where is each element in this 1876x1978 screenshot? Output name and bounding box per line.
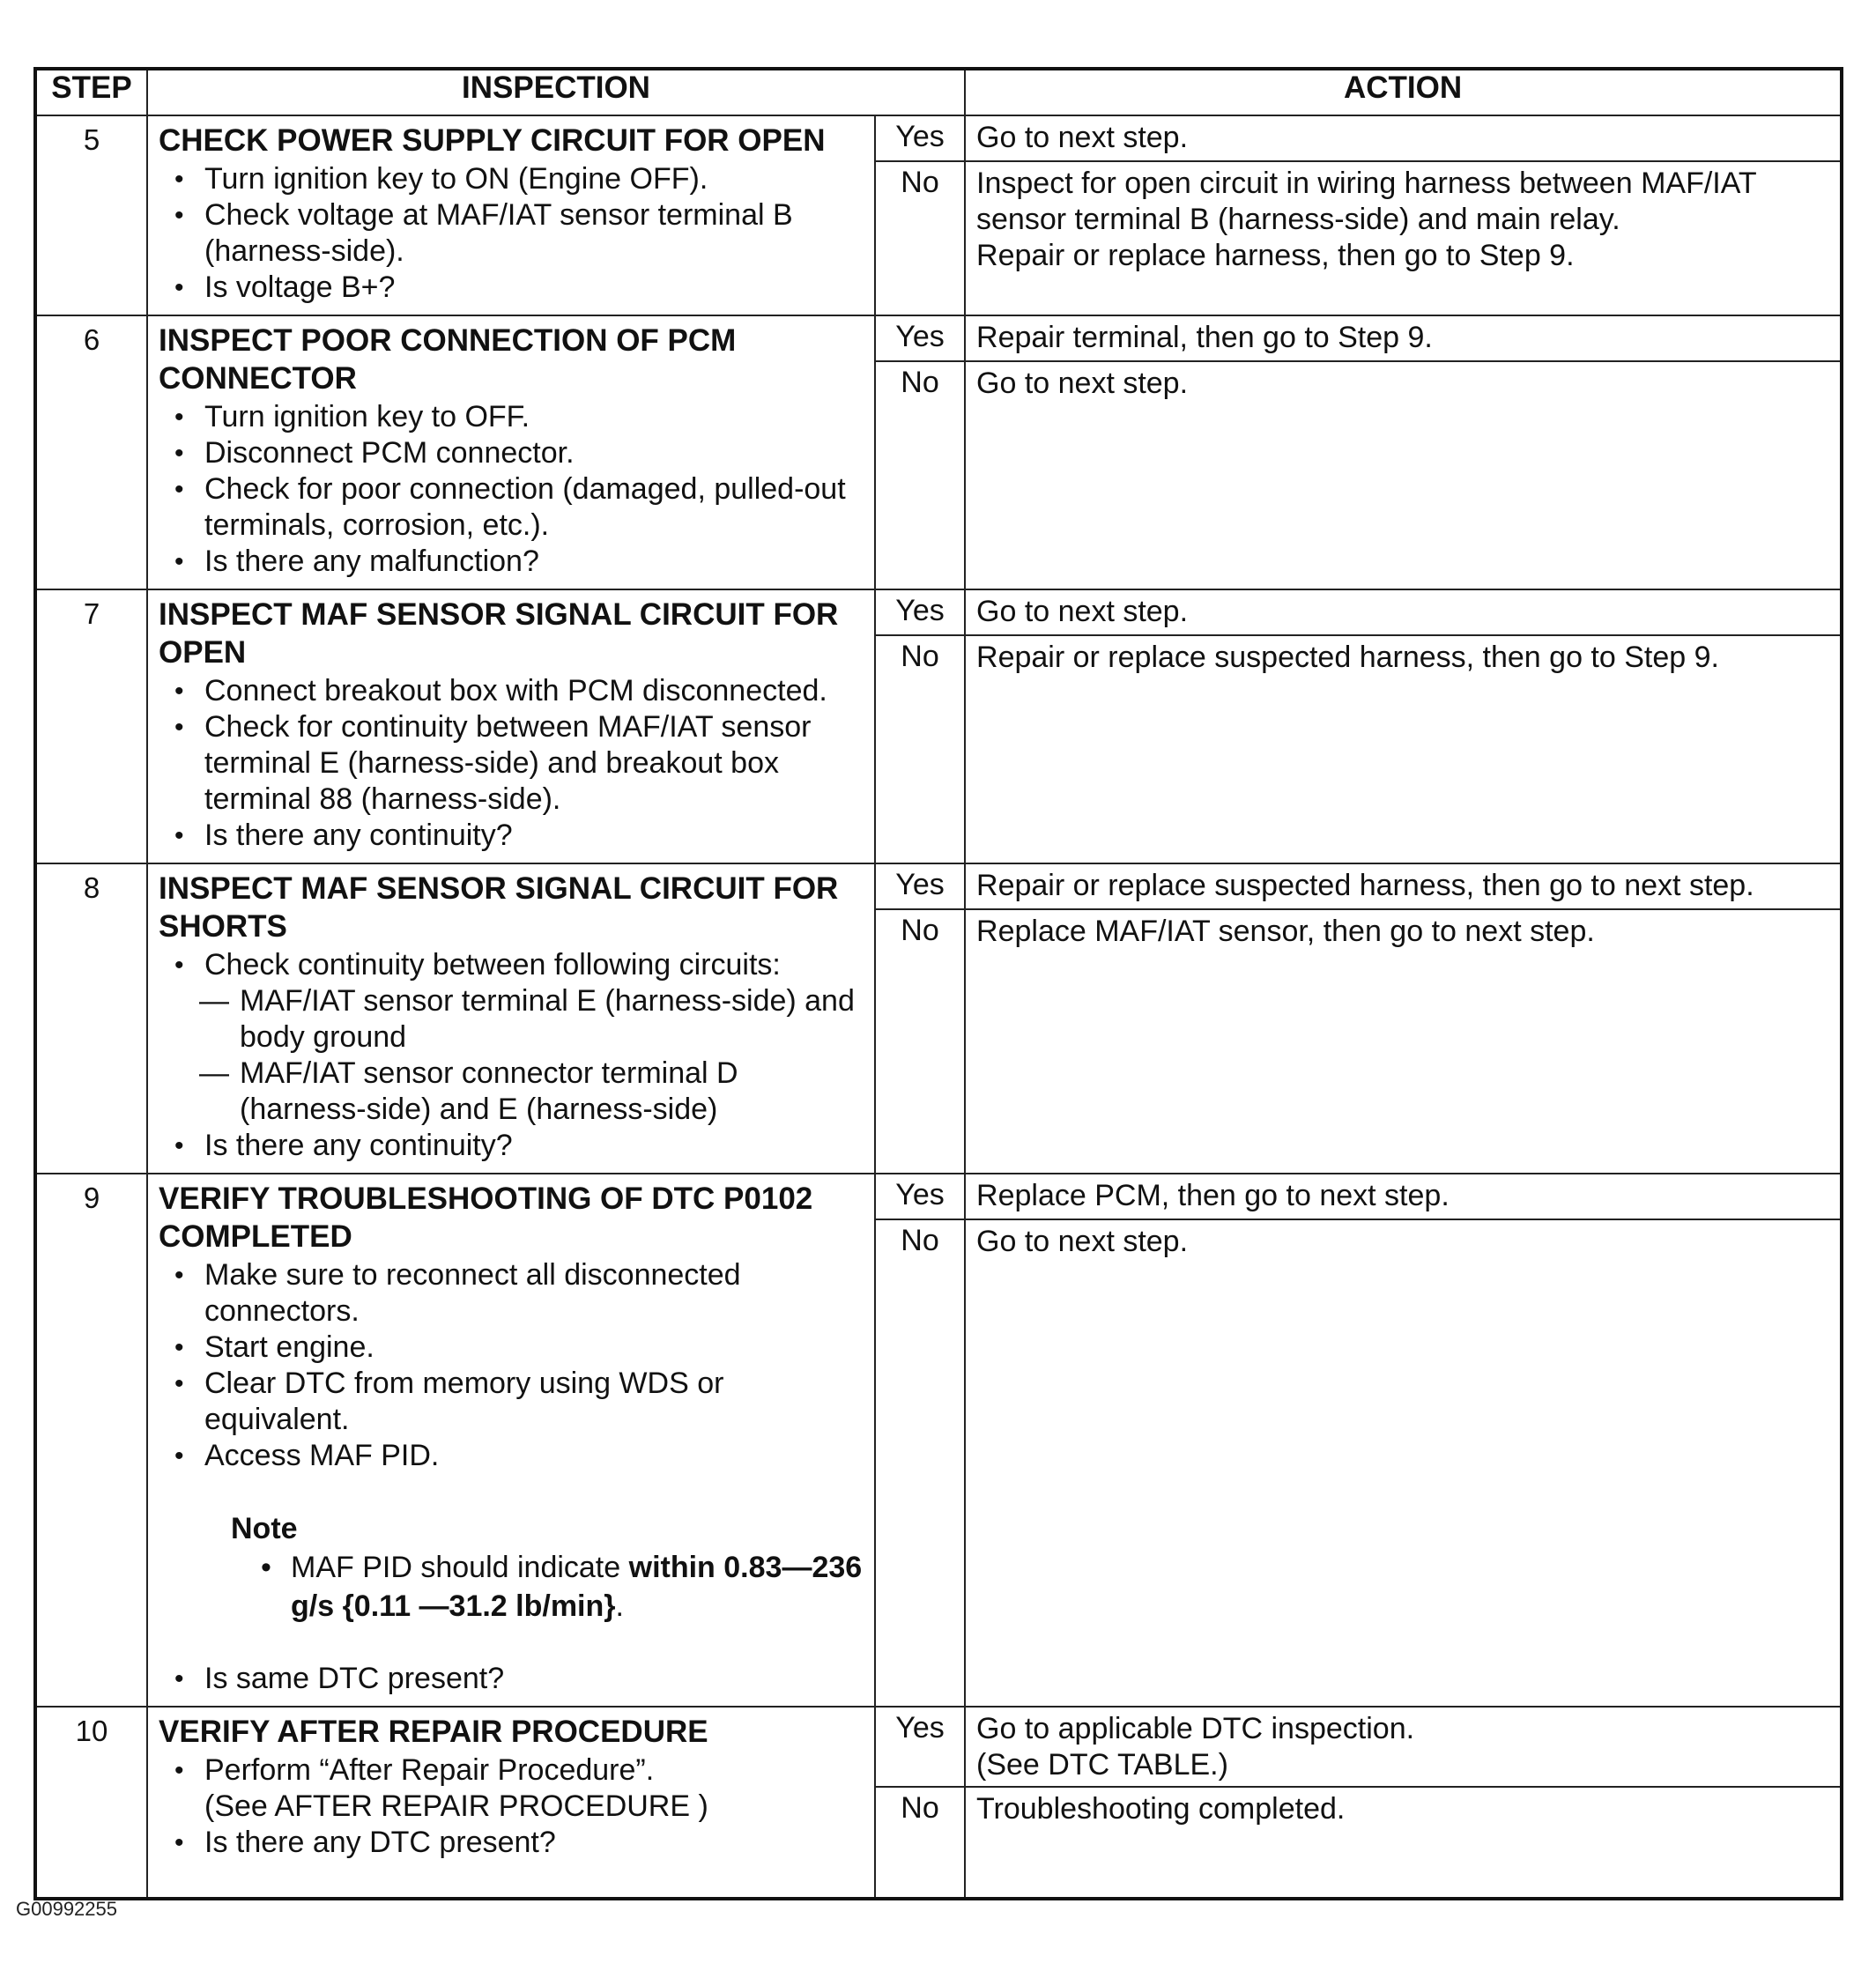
- note-text: MAF PID should indicate: [291, 1551, 629, 1584]
- note-block: [159, 1509, 865, 1626]
- inspection-bullets: [159, 1752, 865, 1861]
- bullet-item: • Check for poor connection (damaged, pulled-out terminals, corrosion, etc.).: [159, 471, 865, 544]
- inspection-cell: [147, 115, 875, 315]
- note-spec-value: within 0.83—236 g/s {0.11 —31.2 lb/min}: [291, 1551, 863, 1623]
- bullet-item: • Is voltage B+?: [159, 270, 865, 306]
- yes-no-cell: [875, 589, 965, 863]
- no-action: Replace MAF/IAT sensor, then go to next step.: [976, 915, 1595, 948]
- bullet-text: Check continuity between following circuits:: [204, 948, 781, 982]
- bullet-item: [159, 947, 865, 1128]
- table-row-step-6: [35, 315, 1842, 589]
- inspection-cell: [147, 1707, 875, 1899]
- yes-label: Yes: [876, 1174, 964, 1220]
- table-row-step-10: [35, 1707, 1842, 1899]
- bullet-item: • Make sure to reconnect all disconnected connectors.: [159, 1257, 865, 1330]
- note-bullets: [159, 1548, 865, 1626]
- yes-action: Repair terminal, then go to Step 9.: [966, 316, 1840, 362]
- inspection-title: VERIFY TROUBLESHOOTING OF DTC P0102 COMPLETED: [159, 1182, 813, 1254]
- no-action-line: Inspect for open circuit in wiring harness between MAF/IAT sensor terminal B (harness-side) and main relay.: [976, 167, 1757, 236]
- bullet-item: • Is there any continuity?: [159, 1128, 865, 1164]
- yes-label: Yes: [876, 864, 964, 910]
- dash-item: [199, 1056, 865, 1128]
- bullet-item: • Connect breakout box with PCM disconnected.: [159, 673, 865, 709]
- yes-no-cell: [875, 1707, 965, 1899]
- inspection-bullets: [159, 161, 865, 306]
- inspection-bullets: [159, 673, 865, 854]
- no-action: [966, 162, 1840, 274]
- header-step: STEP: [35, 69, 147, 115]
- step-number: 9: [35, 1174, 147, 1707]
- table-header-row: [35, 69, 1842, 115]
- dash-mark: —: [199, 984, 229, 1018]
- inspection-bullets: [159, 399, 865, 580]
- bullet-item: [159, 1752, 865, 1825]
- bullet-item: • Start engine.: [159, 1330, 865, 1366]
- step-number: 10: [35, 1707, 147, 1899]
- bullet-item: • Clear DTC from memory using WDS or equivalent.: [159, 1366, 865, 1438]
- inspection-cell: [147, 315, 875, 589]
- bullet-item: • Is there any continuity?: [159, 818, 865, 854]
- action-cell: [965, 863, 1842, 1174]
- no-label: No: [901, 1224, 939, 1257]
- dash-item: [199, 983, 865, 1056]
- no-label: No: [901, 640, 939, 673]
- inspection-title: CHECK POWER SUPPLY CIRCUIT FOR OPEN: [159, 123, 826, 158]
- yes-label: Yes: [876, 1708, 964, 1788]
- yes-label: Yes: [876, 116, 964, 162]
- bullet-item: • Turn ignition key to OFF.: [159, 399, 865, 435]
- yes-no-cell: [875, 315, 965, 589]
- yes-no-cell: [875, 1174, 965, 1707]
- bullet-item: • Check for continuity between MAF/IAT sensor terminal E (harness-side) and breakout box terminal 88 (harness-side).: [159, 709, 865, 818]
- inspection-title: INSPECT MAF SENSOR SIGNAL CIRCUIT FOR SHORTS: [159, 871, 839, 944]
- bullet-text: (See AFTER REPAIR PROCEDURE ): [204, 1789, 708, 1823]
- no-action: Troubleshooting completed.: [976, 1792, 1346, 1826]
- inspection-bullets: [159, 1257, 865, 1474]
- step-number: 5: [35, 115, 147, 315]
- yes-action: Repair or replace suspected harness, then go to next step.: [966, 864, 1840, 910]
- bullet-item: • Access MAF PID.: [159, 1438, 865, 1474]
- no-label: No: [901, 166, 939, 199]
- yes-label: Yes: [876, 590, 964, 636]
- bullet-item: • Turn ignition key to ON (Engine OFF).: [159, 161, 865, 197]
- dash-text: MAF/IAT sensor terminal E (harness-side) and body ground: [240, 984, 855, 1054]
- yes-action: Replace PCM, then go to next step.: [966, 1174, 1840, 1220]
- no-action-line: Repair or replace harness, then go to Step 9.: [976, 239, 1575, 272]
- inspection-title: INSPECT MAF SENSOR SIGNAL CIRCUIT FOR OPEN: [159, 597, 839, 670]
- bullet-item: • Is there any DTC present?: [159, 1825, 865, 1861]
- inspection-cell: [147, 863, 875, 1174]
- step-number: 6: [35, 315, 147, 589]
- header-action: ACTION: [965, 69, 1842, 115]
- inspection-cell: [147, 1174, 875, 1707]
- yes-no-cell: [875, 115, 965, 315]
- dash-mark: —: [199, 1056, 229, 1090]
- table-row-step-9: [35, 1174, 1842, 1707]
- bullet-item: • Check voltage at MAF/IAT sensor terminal B (harness-side).: [159, 197, 865, 270]
- inspection-title: VERIFY AFTER REPAIR PROCEDURE: [159, 1715, 708, 1749]
- no-action: Go to next step.: [976, 1225, 1189, 1258]
- table-row-step-8: [35, 863, 1842, 1174]
- yes-action: Go to next step.: [966, 116, 1840, 162]
- no-action: Repair or replace suspected harness, then go to Step 9.: [976, 641, 1719, 674]
- action-cell: [965, 315, 1842, 589]
- inspection-cell: [147, 589, 875, 863]
- bullet-text: • Perform “After Repair Procedure”.: [204, 1753, 655, 1787]
- note-heading: Note: [231, 1512, 298, 1545]
- action-cell: [965, 589, 1842, 863]
- inspection-bullets: [159, 947, 865, 1164]
- bullet-item: • Is same DTC present?: [159, 1661, 865, 1697]
- table-row-step-5: [35, 115, 1842, 315]
- note-item: [159, 1548, 865, 1626]
- header-inspection: INSPECTION: [147, 69, 965, 115]
- yes-action: [966, 1708, 1840, 1788]
- inspection-title: INSPECT POOR CONNECTION OF PCM CONNECTOR: [159, 323, 737, 396]
- figure-id: G00992255: [16, 1898, 117, 1920]
- step-number: 8: [35, 863, 147, 1174]
- no-action: Go to next step.: [976, 367, 1189, 400]
- no-label: No: [901, 914, 939, 947]
- bullet-item: • Disconnect PCM connector.: [159, 435, 865, 471]
- bullet-item: • Is there any malfunction?: [159, 544, 865, 580]
- action-cell: [965, 1174, 1842, 1707]
- action-cell: [965, 115, 1842, 315]
- action-cell: [965, 1707, 1842, 1899]
- yes-label: Yes: [876, 316, 964, 362]
- yes-action-line: (See DTC TABLE.): [976, 1748, 1228, 1782]
- dash-text: MAF/IAT sensor connector terminal D (harness-side) and E (harness-side): [240, 1056, 738, 1126]
- no-label: No: [901, 1791, 939, 1825]
- table-row-step-7: [35, 589, 1842, 863]
- inspection-bullets: [159, 1661, 865, 1697]
- step-number: 7: [35, 589, 147, 863]
- no-label: No: [901, 366, 939, 399]
- yes-action-line: Go to applicable DTC inspection.: [976, 1712, 1415, 1745]
- yes-action: Go to next step.: [966, 590, 1840, 636]
- note-text-end: .: [615, 1589, 624, 1623]
- yes-no-cell: [875, 863, 965, 1174]
- dtc-procedure-table: [33, 67, 1843, 1900]
